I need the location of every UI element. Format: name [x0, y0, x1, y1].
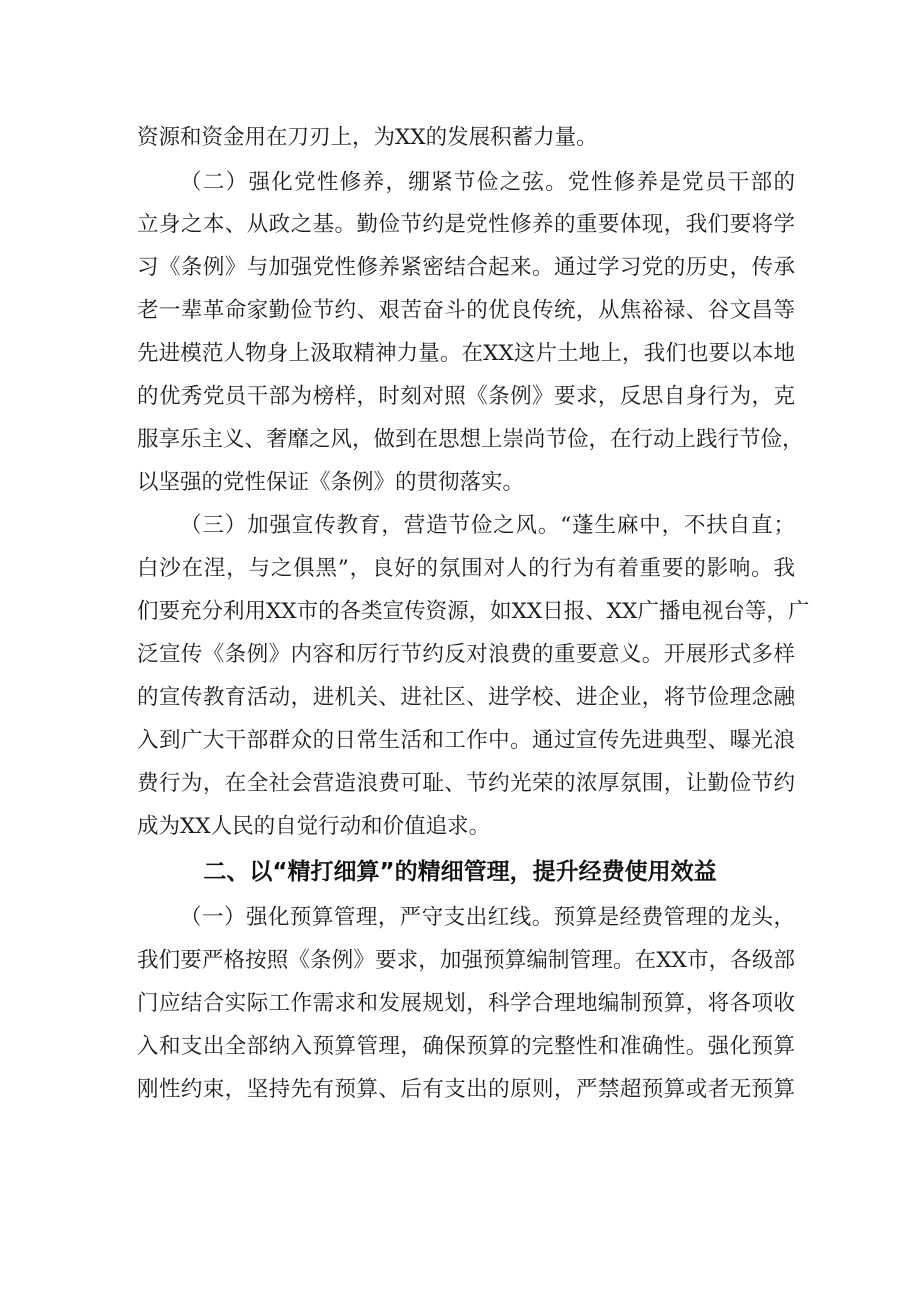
- paragraph-line: 服享乐主义、奢靡之风，做到在思想上崇尚节俭，在行动上践行节俭，: [137, 427, 804, 452]
- paragraph-line: 的宣传教育活动，进机关、进社区、进学校、进企业，将节俭理念融: [137, 685, 795, 710]
- paragraph-line: 先进模范人物身上汲取精神力量。在XX这片土地上，我们也要以本地: [137, 341, 795, 366]
- paragraph-line: （三）加强宣传教育，营造节俭之风。“蓬生麻中，不扶自直；: [180, 513, 795, 538]
- paragraph-line: 门应结合实际工作需求和发展规划，科学合理地编制预算，将各项收: [137, 991, 795, 1016]
- paragraph-line: 立身之本、从政之基。勤俭节约是党性修养的重要体现，我们要将学: [137, 212, 795, 237]
- paragraph-line: 刚性约束，坚持先有预算、后有支出的原则，严禁超预算或者无预算: [137, 1077, 795, 1102]
- paragraph-line: （二）强化党性修养，绷紧节俭之弦。党性修养是党员干部的: [180, 170, 795, 195]
- paragraph-line: 白沙在涅，与之俱黑”，良好的氛围对人的行为有着重要的影响。我: [137, 556, 795, 581]
- paragraph-line: 费行为，在全社会营造浪费可耻、节约光荣的浓厚氛围，让勤俭节约: [137, 771, 795, 796]
- paragraph-line: 我们要严格按照《条例》要求，加强预算编制管理。在XX市，各级部: [137, 948, 795, 973]
- paragraph-line: 习《条例》与加强党性修养紧密结合起来。通过学习党的历史，传承: [137, 255, 795, 280]
- paragraph-line: 入到广大干部群众的日常生活和工作中。通过宣传先进典型、曝光浪: [137, 728, 795, 753]
- section-heading: 二、以“精打细算”的精细管理，提升经费使用效益: [203, 859, 717, 885]
- paragraph-line: 入和支出全部纳入预算管理，确保预算的完整性和准确性。强化预算: [137, 1034, 795, 1059]
- paragraph-line: 的优秀党员干部为榜样，时刻对照《条例》要求，反思自身行为，克: [137, 384, 795, 409]
- paragraph-line: 资源和资金用在刀刃上，为XX的发展积蓄力量。: [137, 125, 598, 150]
- paragraph-line: （一）强化预算管理，严守支出红线。预算是经费管理的龙头，: [180, 905, 795, 930]
- paragraph-line: 老一辈革命家勤俭节约、艰苦奋斗的优良传统，从焦裕禄、谷文昌等: [137, 298, 795, 323]
- paragraph-line: 以坚强的党性保证《条例》的贯彻落实。: [137, 470, 525, 495]
- paragraph-line: 成为XX人民的自觉行动和价值追求。: [137, 814, 491, 839]
- paragraph-line: 泛宣传《条例》内容和厉行节约反对浪费的重要意义。开展形式多样: [137, 642, 795, 667]
- paragraph-line: 们要充分利用XX市的各类宣传资源，如XX日报、XX广播电视台等，广: [137, 599, 810, 624]
